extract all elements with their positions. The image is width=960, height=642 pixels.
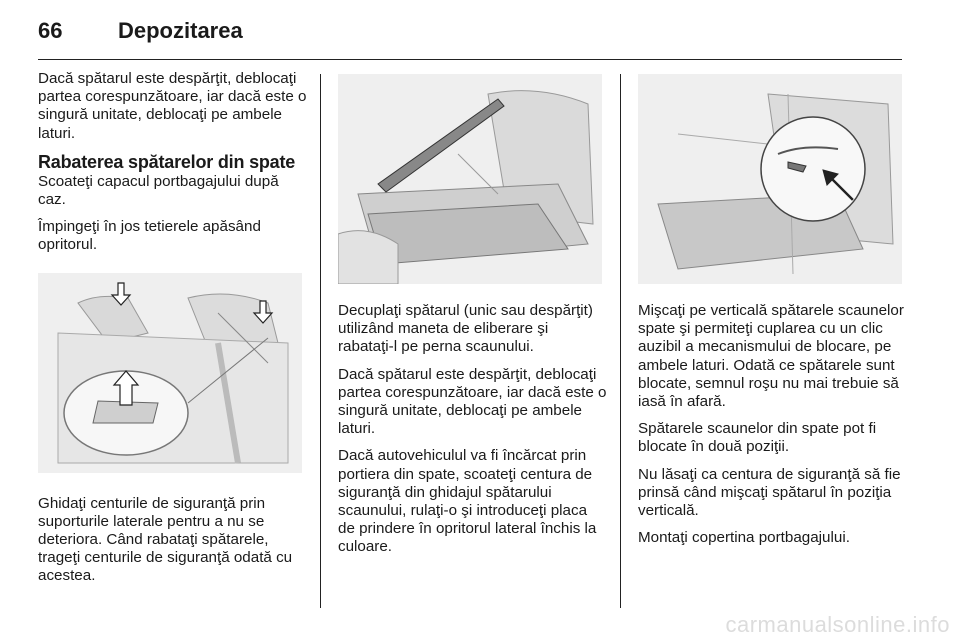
right-paragraph-4: Montaţi copertina portbagajului. xyxy=(638,529,850,547)
page-title: Depozitarea xyxy=(118,18,243,43)
middle-column xyxy=(338,70,608,566)
detail-callout xyxy=(761,117,865,221)
headrest-drawing xyxy=(38,273,302,473)
seatback-fold-drawing xyxy=(338,74,602,284)
seat-lock-drawing xyxy=(638,74,902,284)
seat-lock-illustration xyxy=(638,74,902,284)
page-header xyxy=(38,18,902,58)
middle-paragraph-2: Dacă spătarul este despărţit, deblocaţi partea corespunzătoare, iar dacă este o singură unitate, deblocaţi pe ambele laturi. xyxy=(338,365,607,438)
middle-paragraph-3: Dacă autovehiculul va fi încărcat prin portiera din spate, scoateţi centura de siguranţă din ghidajul spătarului scaunului, rulaţi-o şi introduceţi placa de prindere în opritorul lateral închis la culoare. xyxy=(338,447,597,556)
middle-paragraph-1: Decuplaţi spătarul (unic sau despărţit) utilizând maneta de eliberare şi rabataţi-l pe perna scaunului. xyxy=(338,302,593,356)
right-paragraph-2: Spătarele scaunelor din spate pot fi blocate în două poziţii. xyxy=(638,420,877,456)
right-column xyxy=(638,70,908,556)
section-heading: Rabaterea spătarelor din spate xyxy=(38,151,296,172)
header-divider xyxy=(38,59,902,60)
left-paragraph-1: Dacă spătarul este despărţit, deblocaţi partea corespunzătoare, iar dacă este o singură unitate, deblocaţi pe ambele laturi. xyxy=(38,70,307,142)
left-column xyxy=(38,70,308,595)
left-paragraph-4: Ghidaţi centurile de siguranţă prin suporturile laterale pentru a nu se deteriora. Când rabataţi spătarele, trageţi centurile de siguranţă odată cu acestea. xyxy=(38,494,293,585)
seatback-fold-illustration xyxy=(338,74,602,284)
watermark: carmanualsonline.info xyxy=(725,612,950,637)
right-paragraph-1: Mişcaţi pe verticală spătarele scaunelor spate şi permiteţi cuplarea cu un clic auzibil a mecanismului de blocare, pe ambele laturi. Odată ce spătarele sunt blocate, semnul roşu nu mai trebuie să iasă în afară. xyxy=(638,302,904,411)
column-divider-1 xyxy=(320,74,321,608)
headrest-illustration xyxy=(38,273,302,473)
page-number: 66 xyxy=(38,18,63,43)
right-paragraph-3: Nu lăsaţi ca centura de siguranţă să fie prinsă când mişcaţi spătarul în poziţia verticală. xyxy=(638,465,901,520)
left-paragraph-2: Scoateţi capacul portbagajului după caz. xyxy=(38,172,279,209)
column-divider-2 xyxy=(620,74,621,608)
left-paragraph-3: Împingeţi în jos tetierele apăsând opritorul. xyxy=(38,218,261,254)
